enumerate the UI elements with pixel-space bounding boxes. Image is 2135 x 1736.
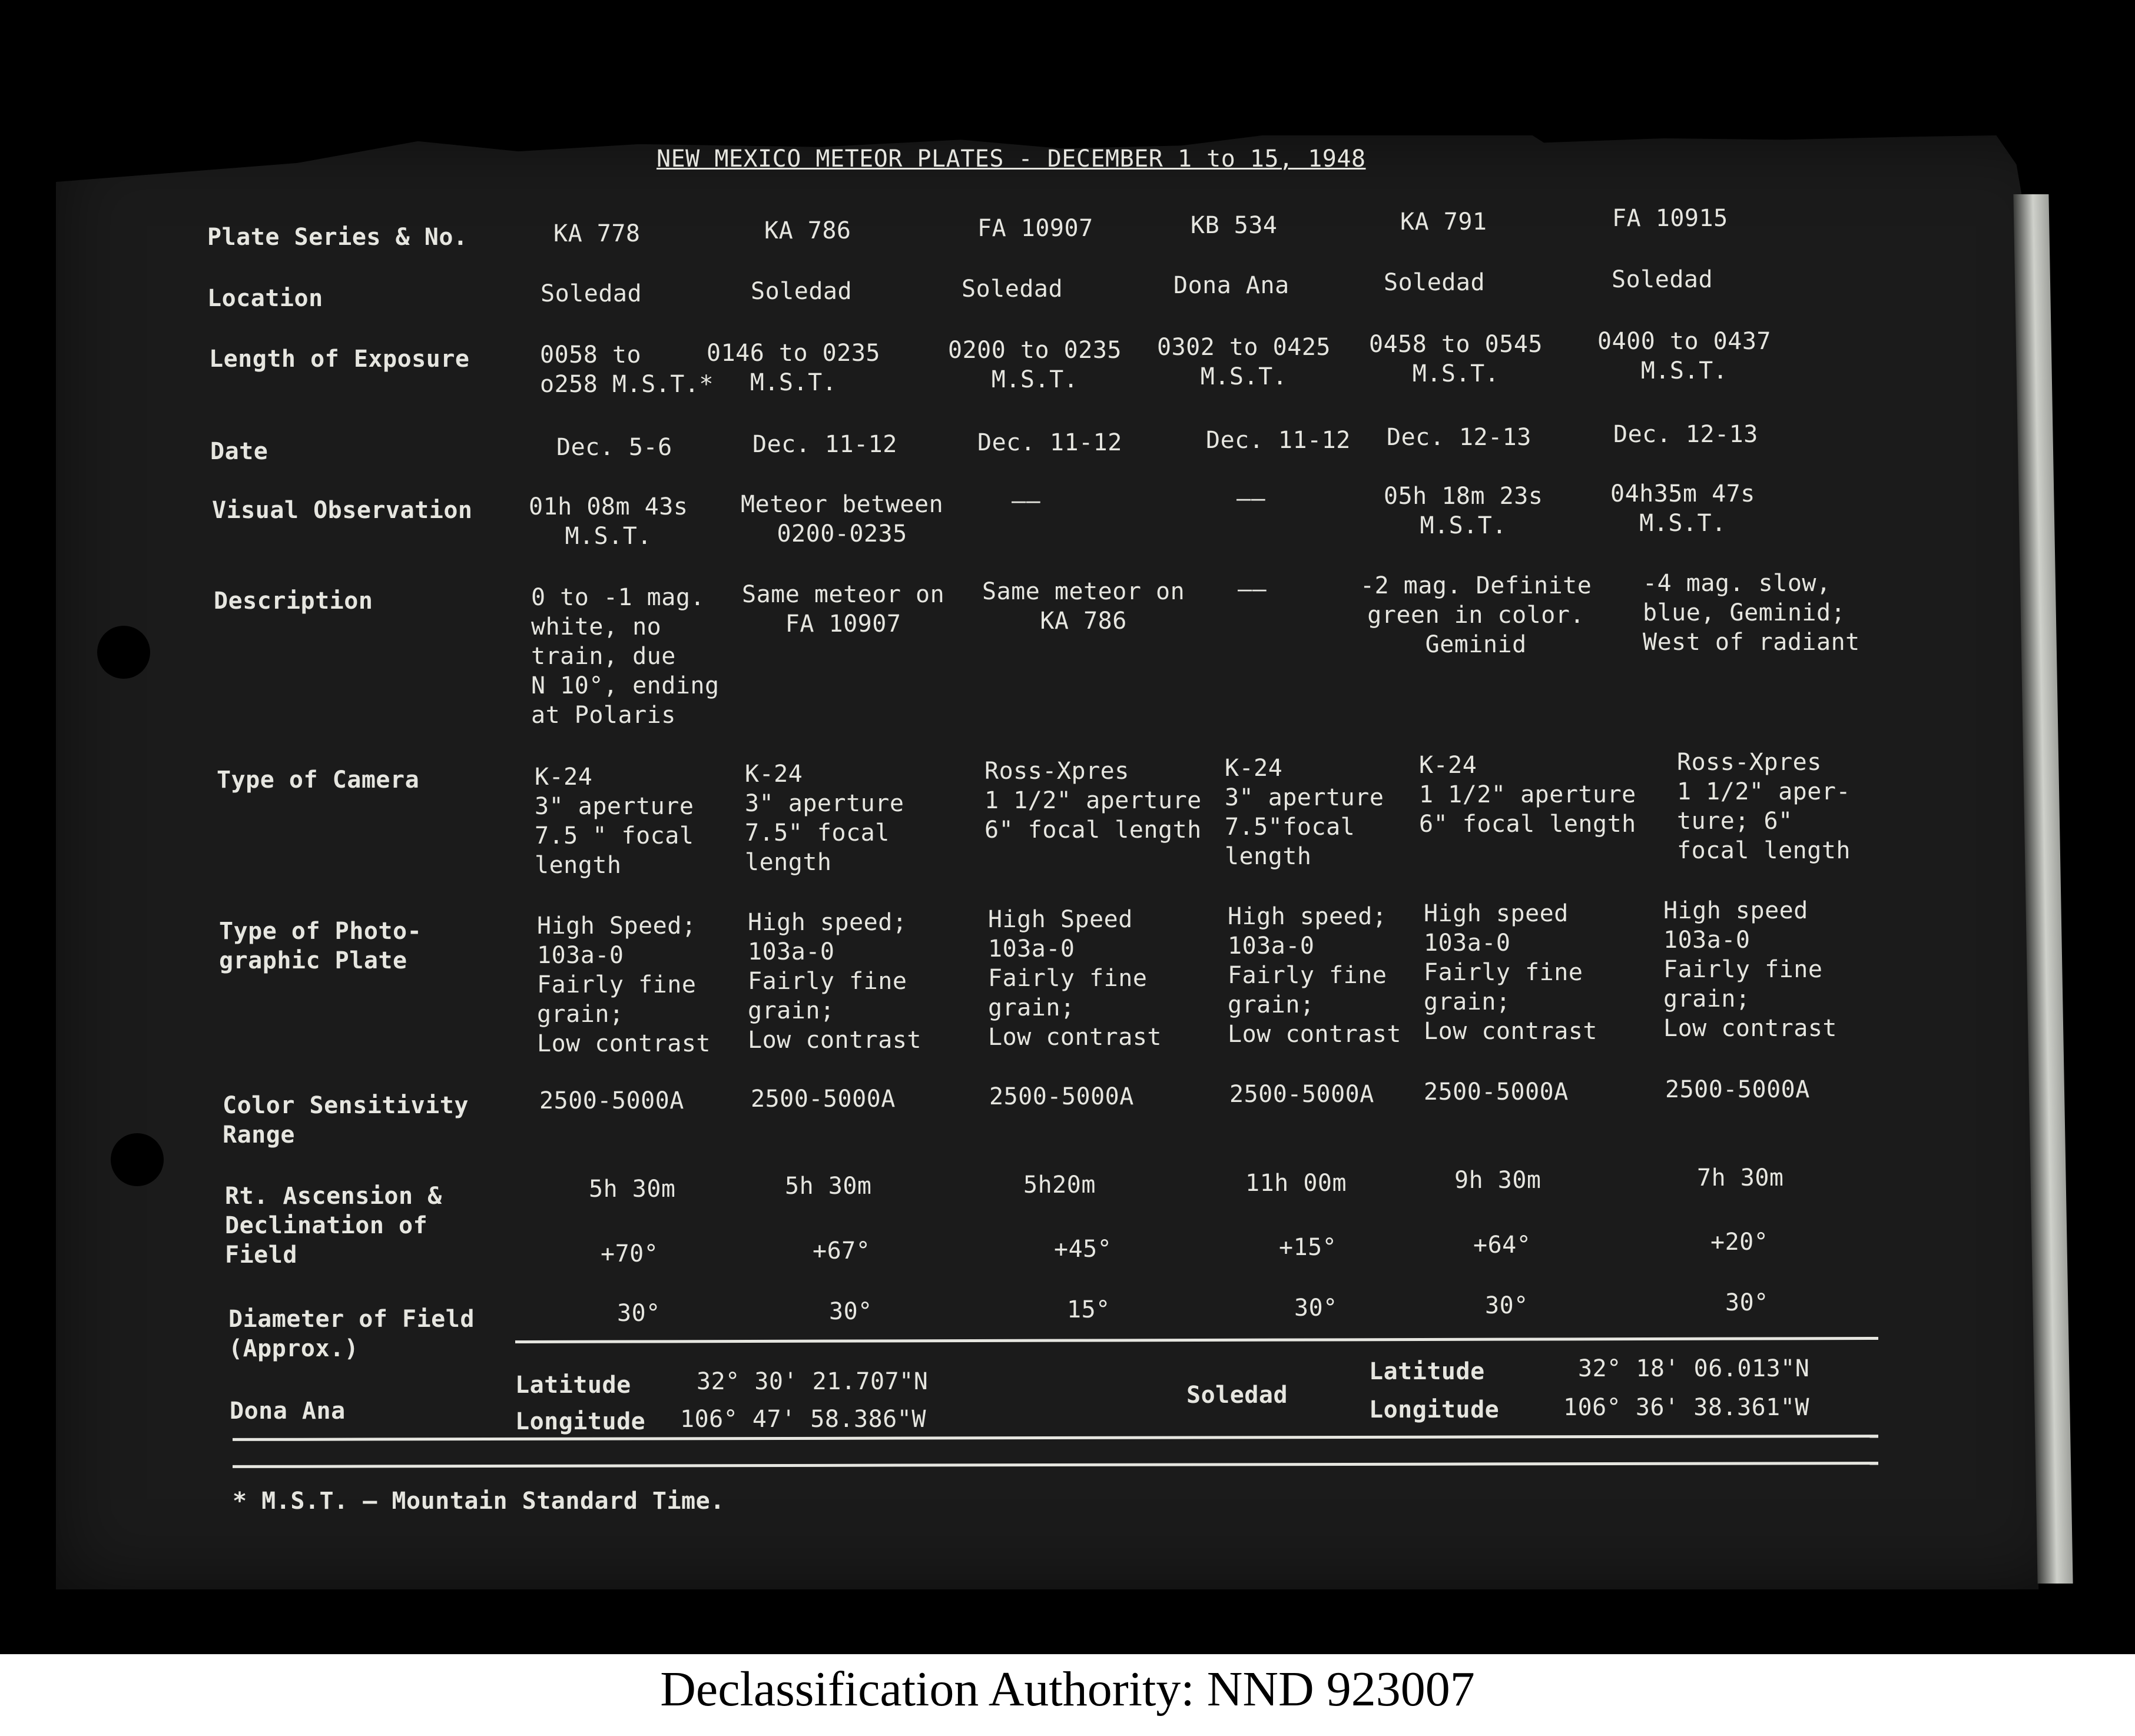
col3-color-range: 2500-5000A	[989, 1083, 1134, 1110]
col3-plate-type: High Speed 103a-0 Fairly fine grain; Low contrast	[988, 906, 1162, 1051]
col5-plate-type: High speed 103a-0 Fairly fine grain; Low contrast	[1424, 900, 1597, 1045]
col6-plate-type: High speed 103a-0 Fairly fine grain; Low contrast	[1663, 897, 1837, 1042]
col3-plate: FA 10907	[977, 215, 1093, 242]
col5-exposure: 0458 to 0545 M.S.T.	[1369, 331, 1543, 387]
col2-description: Same meteor on FA 10907	[742, 581, 945, 638]
col6-camera: Ross-Xpres 1 1/2" aper- ture; 6" focal length	[1677, 749, 1851, 864]
col5-visual: 05h 18m 23s M.S.T.	[1384, 483, 1543, 539]
col1-location: Soledad	[541, 280, 642, 307]
col1-camera: K-24 3" aperture 7.5 " focal length	[535, 764, 694, 879]
station-soledad-name: Soledad	[1186, 1382, 1288, 1409]
col1-plate: KA 778	[553, 220, 641, 247]
col1-description: 0 to -1 mag. white, no train, due N 10°, ending at Polaris	[531, 584, 720, 729]
col4-visual: ——	[1236, 485, 1266, 512]
col3-date: Dec. 11-12	[977, 429, 1122, 456]
col3-visual: ——	[1012, 487, 1041, 515]
col3-ra: 5h20m	[1023, 1171, 1096, 1199]
col2-exposure: 0146 to 0235 M.S.T.	[707, 340, 880, 396]
col2-color-range: 2500-5000A	[751, 1086, 896, 1113]
col4-color-range: 2500-5000A	[1229, 1081, 1374, 1108]
dona-ana-lat-value: 32° 30' 21.707"N	[697, 1368, 929, 1395]
dona-ana-lon-label: Longitude	[515, 1408, 646, 1435]
col2-camera: K-24 3" aperture 7.5" focal length	[745, 761, 904, 876]
col4-exposure: 0302 to 0425 M.S.T.	[1157, 334, 1331, 390]
punch-hole-top	[97, 626, 150, 679]
label-camera: Type of Camera	[217, 766, 420, 794]
col5-dec: +64°	[1473, 1232, 1531, 1259]
col3-camera: Ross-Xpres 1 1/2" aperture 6" focal length	[984, 758, 1202, 844]
col6-exposure: 0400 to 0437 M.S.T.	[1597, 328, 1771, 384]
col3-description: Same meteor on KA 786	[982, 578, 1185, 635]
col1-exposure: 0058 to o258 M.S.T.*	[540, 341, 714, 398]
declassification-caption: Declassification Authority: NND 923007	[660, 1662, 1475, 1717]
label-date: Date	[210, 438, 268, 465]
col4-diameter: 30°	[1294, 1294, 1338, 1322]
col6-ra: 7h 30m	[1697, 1164, 1784, 1191]
dona-ana-lat-label: Latitude	[515, 1372, 631, 1399]
col4-ra: 11h 00m	[1245, 1170, 1347, 1197]
dona-ana-lon-value: 106° 47' 58.386"W	[680, 1406, 926, 1433]
label-color-range: Color Sensitivity Range	[223, 1092, 469, 1149]
col4-date: Dec. 11-12	[1206, 427, 1351, 454]
station-dona-ana-name: Dona Ana	[230, 1398, 346, 1425]
col2-plate: KA 786	[764, 217, 851, 244]
col3-location: Soledad	[962, 275, 1063, 303]
col5-camera: K-24 1 1/2" aperture 6" focal length	[1419, 752, 1636, 838]
col2-ra: 5h 30m	[785, 1173, 872, 1200]
col6-location: Soledad	[1612, 266, 1713, 293]
col5-location: Soledad	[1384, 269, 1486, 296]
col1-plate-type: High Speed; 103a-0 Fairly fine grain; Low contrast	[537, 912, 711, 1057]
col6-visual: 04h35m 47s M.S.T.	[1610, 480, 1755, 537]
col6-date: Dec. 12-13	[1613, 421, 1758, 448]
col5-diameter: 30°	[1485, 1292, 1529, 1319]
col6-dec: +20°	[1710, 1229, 1769, 1256]
footnote: * M.S.T. — Mountain Standard Time.	[233, 1488, 725, 1515]
col6-color-range: 2500-5000A	[1665, 1076, 1810, 1103]
soledad-lat-label: Latitude	[1369, 1358, 1485, 1385]
col6-diameter: 30°	[1725, 1289, 1769, 1316]
col1-color-range: 2500-5000A	[539, 1087, 684, 1114]
label-ra-dec: Rt. Ascension & Declination of Field	[225, 1183, 442, 1269]
label-location: Location	[207, 285, 323, 312]
col1-diameter: 30°	[617, 1300, 661, 1327]
col5-date: Dec. 12-13	[1387, 424, 1531, 451]
col5-color-range: 2500-5000A	[1424, 1078, 1569, 1106]
col4-plate: KB 534	[1191, 212, 1278, 239]
col5-description: -2 mag. Definite green in color. Geminid	[1360, 572, 1592, 658]
label-plate-series: Plate Series & No.	[207, 224, 468, 251]
col2-location: Soledad	[751, 278, 853, 305]
col5-ra: 9h 30m	[1454, 1167, 1541, 1194]
document-title: NEW MEXICO METEOR PLATES - DECEMBER 1 to 15, 1948	[657, 145, 1366, 172]
col4-dec: +15°	[1279, 1234, 1337, 1261]
col3-exposure: 0200 to 0235 M.S.T.	[948, 337, 1122, 393]
soledad-lat-value: 32° 18' 06.013"N	[1578, 1355, 1810, 1382]
col1-date: Dec. 5-6	[556, 434, 672, 461]
col1-dec: +70°	[601, 1240, 659, 1267]
label-visual-observation: Visual Observation	[212, 497, 473, 524]
punch-hole-bottom	[111, 1133, 164, 1186]
col4-plate-type: High speed; 103a-0 Fairly fine grain; Low contrast	[1228, 903, 1401, 1048]
col3-dec: +45°	[1054, 1236, 1112, 1263]
col4-location: Dona Ana	[1173, 272, 1289, 299]
col3-diameter: 15°	[1067, 1296, 1110, 1323]
col1-ra: 5h 30m	[589, 1176, 676, 1203]
soledad-lon-value: 106° 36' 38.361"W	[1563, 1394, 1809, 1421]
label-diameter: Diameter of Field (Approx.)	[228, 1306, 475, 1362]
col2-plate-type: High speed; 103a-0 Fairly fine grain; Low contrast	[748, 909, 921, 1054]
col2-visual: Meteor between 0200-0235	[741, 491, 944, 547]
col1-visual: 01h 08m 43s M.S.T.	[529, 493, 688, 550]
col6-plate: FA 10915	[1612, 205, 1728, 232]
col5-plate: KA 791	[1400, 208, 1487, 235]
col2-dec: +67°	[813, 1237, 871, 1264]
col4-description: ——	[1238, 576, 1267, 603]
col6-description: -4 mag. slow, blue, Geminid; West of radiant	[1643, 570, 1860, 656]
label-plate-type: Type of Photo- graphic Plate	[219, 918, 422, 974]
col2-diameter: 30°	[829, 1298, 873, 1325]
col4-camera: K-24 3" aperture 7.5"focal length	[1225, 755, 1384, 870]
label-description: Description	[214, 587, 373, 615]
soledad-lon-label: Longitude	[1369, 1396, 1500, 1423]
col2-date: Dec. 11-12	[752, 431, 897, 458]
label-exposure: Length of Exposure	[209, 346, 470, 373]
